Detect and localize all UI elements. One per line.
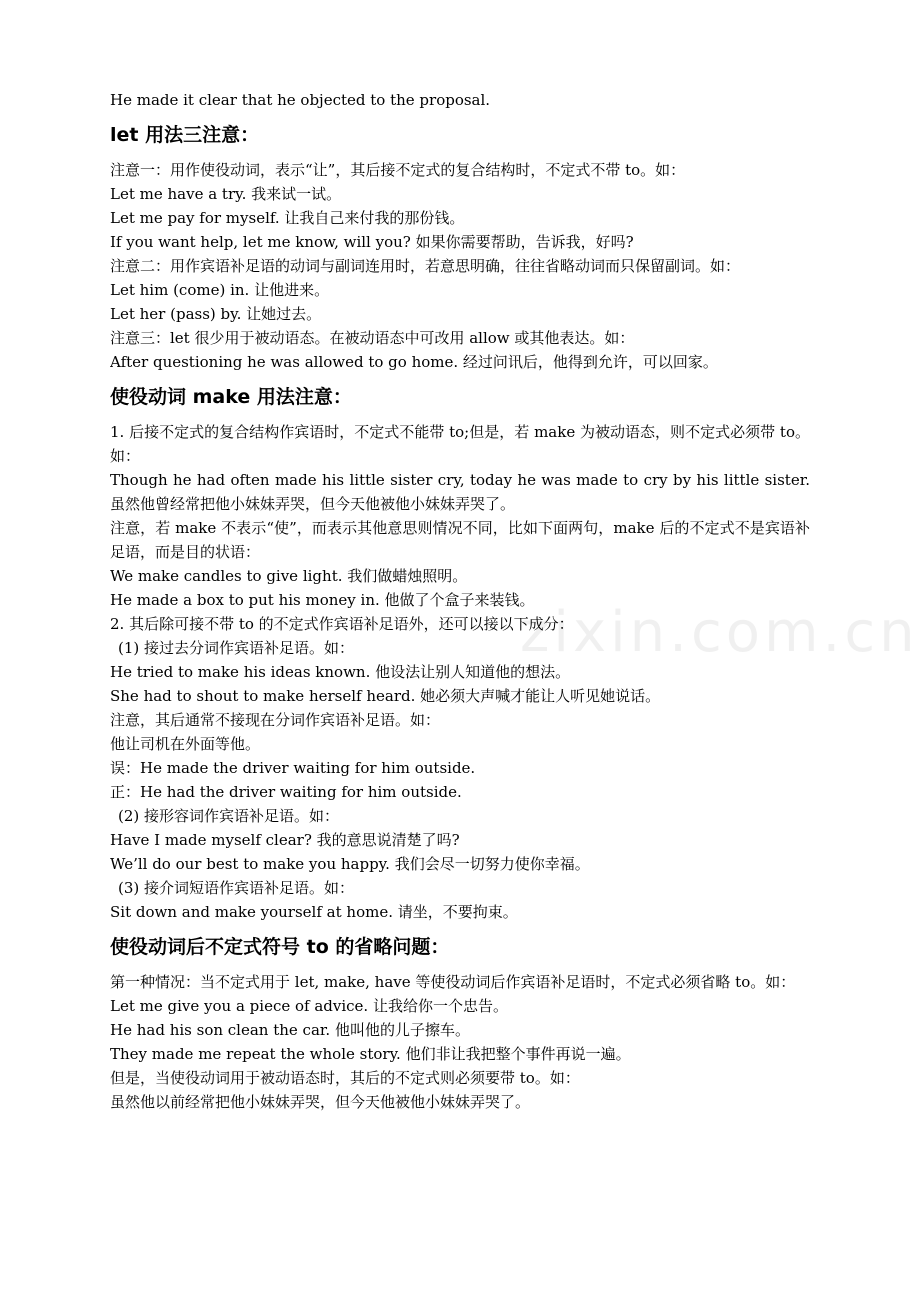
section-heading-to-omission: 使役动词后不定式符号 to 的省略问题： (110, 936, 450, 958)
text-line: (3) 接介词短语作宾语补足语。如： (118, 879, 355, 897)
text-line: They made me repeat the whole story. 他们非让我把整个事件再说一遍。 (110, 1045, 631, 1063)
section-heading-make: 使役动词 make 用法注意： (110, 386, 352, 408)
text-line: (2) 接形容词作宾语补足语。如： (118, 807, 340, 825)
text-line: Let him (come) in. 让他进来。 (110, 281, 330, 299)
text-line: 1. 后接不定式的复合结构作宾语时，不定式不能带 to;但是，若 make 为被动语态，则不定式必须带 to。如： (110, 423, 810, 465)
section-heading-let: let 用法三注意： (110, 124, 260, 146)
text-line: After questioning he was allowed to go home. 经过问讯后，他得到允许，可以回家。 (110, 353, 718, 371)
text-line: She had to shout to make herself heard. 她必须大声喊才能让人听见她说话。 (110, 687, 661, 705)
text-line: 注意三：let 很少用于被动语态。在被动语态中可改用 allow 或其他表达。如： (110, 329, 635, 347)
text-line: Let me pay for myself. 让我自己来付我的那份钱。 (110, 209, 465, 227)
text-line: (1) 接过去分词作宾语补足语。如： (118, 639, 355, 657)
text-line: Let me give you a piece of advice. 让我给你一个忠告。 (110, 997, 508, 1015)
text-line: 2. 其后除可接不带 to 的不定式作宾语补足语外，还可以接以下成分： (110, 615, 574, 633)
document-body (110, 88, 810, 1114)
text-line: He had his son clean the car. 他叫他的儿子擦车。 (110, 1021, 470, 1039)
text-line: 注意二：用作宾语补足语的动词与副词连用时，若意思明确，往往省略动词而只保留副词。如： (110, 257, 741, 275)
text-line: 正：He had the driver waiting for him outside. (110, 783, 462, 801)
watermark: zixin.com.cn (520, 600, 919, 665)
text-line: 注意，其后通常不接现在分词作宾语补足语。如： (110, 711, 441, 729)
text-line: If you want help, let me know, will you? 如果你需要帮助，告诉我，好吗? (110, 233, 634, 251)
text-line: 他让司机在外面等他。 (110, 735, 261, 753)
text-line: 但是，当使役动词用于被动语态时，其后的不定式则必须要带 to。如： (110, 1069, 580, 1087)
text-line: 误：He made the driver waiting for him outside. (110, 759, 476, 777)
text-line: 虽然他以前经常把他小妹妹弄哭，但今天他被他小妹妹弄哭了。 (110, 1093, 531, 1111)
text-line: He tried to make his ideas known. 他设法让别人知道他的想法。 (110, 663, 571, 681)
text-line: Though he had often made his little sister cry, today he was made to cry by his little sister. 虽然他曾经常把他小妹妹弄哭，但今天他被他小妹妹弄哭了。 (110, 471, 810, 513)
text-line: 注意一：用作使役动词，表示“让”，其后接不定式的复合结构时，不定式不带 to。如： (110, 161, 686, 179)
text-line: Let me have a try. 我来试一试。 (110, 185, 342, 203)
text-line: 注意，若 make 不表示“使”，而表示其他意思则情况不同，比如下面两句，make 后的不定式不是宾语补足语，而是目的状语： (110, 519, 810, 561)
text-line: Sit down and make yourself at home. 请坐，不要拘束。 (110, 903, 518, 921)
text-line: We’ll do our best to make you happy. 我们会尽一切努力使你幸福。 (110, 855, 590, 873)
text-line: He made a box to put his money in. 他做了个盒子来装钱。 (110, 591, 535, 609)
text-line: He made it clear that he objected to the proposal. (110, 91, 491, 109)
text-line: Have I made myself clear? 我的意思说清楚了吗? (110, 831, 460, 849)
text-line: We make candles to give light. 我们做蜡烛照明。 (110, 567, 468, 585)
text-line: Let her (pass) by. 让她过去。 (110, 305, 322, 323)
text-line: 第一种情况：当不定式用于 let, make, have 等使役动词后作宾语补足语时，不定式必须省略 to。如： (110, 973, 796, 991)
